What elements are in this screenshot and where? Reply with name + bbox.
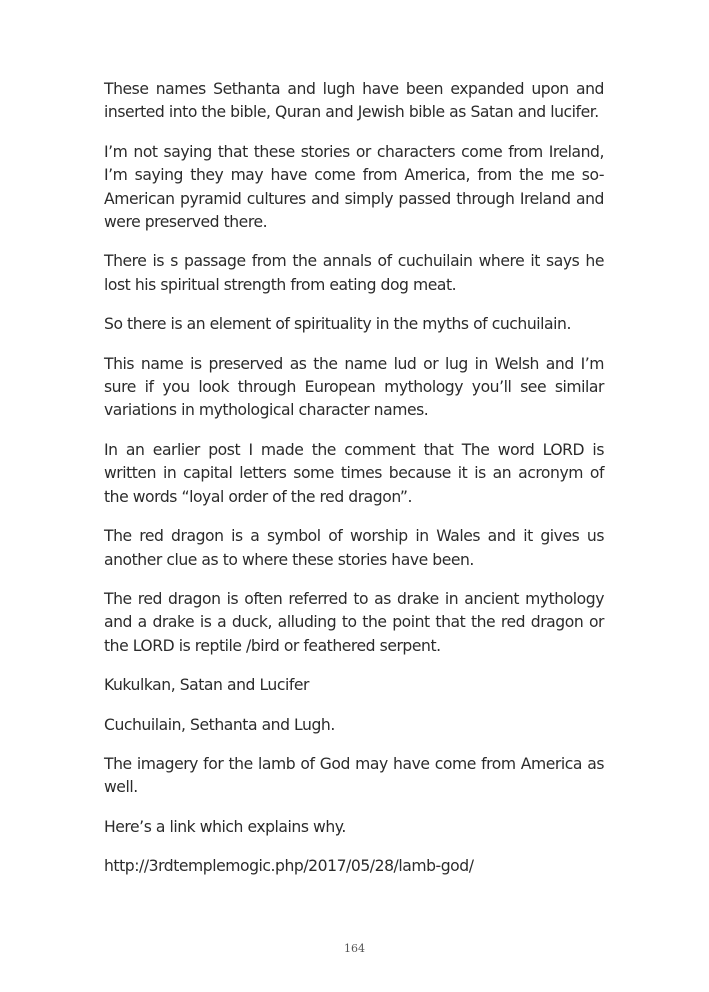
paragraph: This name is preserved as the name lud or lug in Welsh and I’m sure if you look through European mythology you’ll see similar variations in mythological character names. — [104, 354, 604, 420]
paragraph: Cuchuilain, Sethanta and Lugh. — [104, 715, 335, 734]
paragraph: So there is an element of spirituality in the myths of cuchuilain. — [104, 315, 571, 334]
paragraph: There is s passage from the annals of cuchuilain where it says he lost his spiritual strength from eating dog meat. — [104, 252, 604, 294]
paragraph: The imagery for the lamb of God may have come from America as well. — [104, 754, 604, 797]
page-number: 164 — [344, 942, 365, 955]
paragraph: The red dragon is often referred to as drake in ancient mythology and a drake is a duck, alluding to the point that the red dragon or the LORD is reptile /bird or feathered serpent. — [104, 589, 604, 655]
paragraph: In an earlier post I made the comment that The word LORD is written in capital letters some times because it is an acronym of the words “loyal order of the red dragon”. — [104, 440, 604, 506]
url-text: http://3rdtemplemogic.php/2017/05/28/lamb-god/ — [104, 857, 474, 876]
paragraph: The red dragon is a symbol of worship in Wales and it gives us another clue as to where these stories have been. — [104, 527, 604, 569]
page-body — [104, 78, 604, 895]
paragraph: Kukulkan, Satan and Lucifer — [104, 676, 310, 695]
paragraph: These names Sethanta and lugh have been expanded upon and inserted into the bible, Quran and Jewish bible as Satan and lucifer. — [104, 80, 604, 122]
paragraph: I’m not saying that these stories or characters come from Ireland, I’m saying they may have come from America, from the me so-American pyramid cultures and simply passed through Ireland and were preserved there. — [104, 142, 604, 232]
paragraph: Here’s a link which explains why. — [104, 817, 346, 836]
